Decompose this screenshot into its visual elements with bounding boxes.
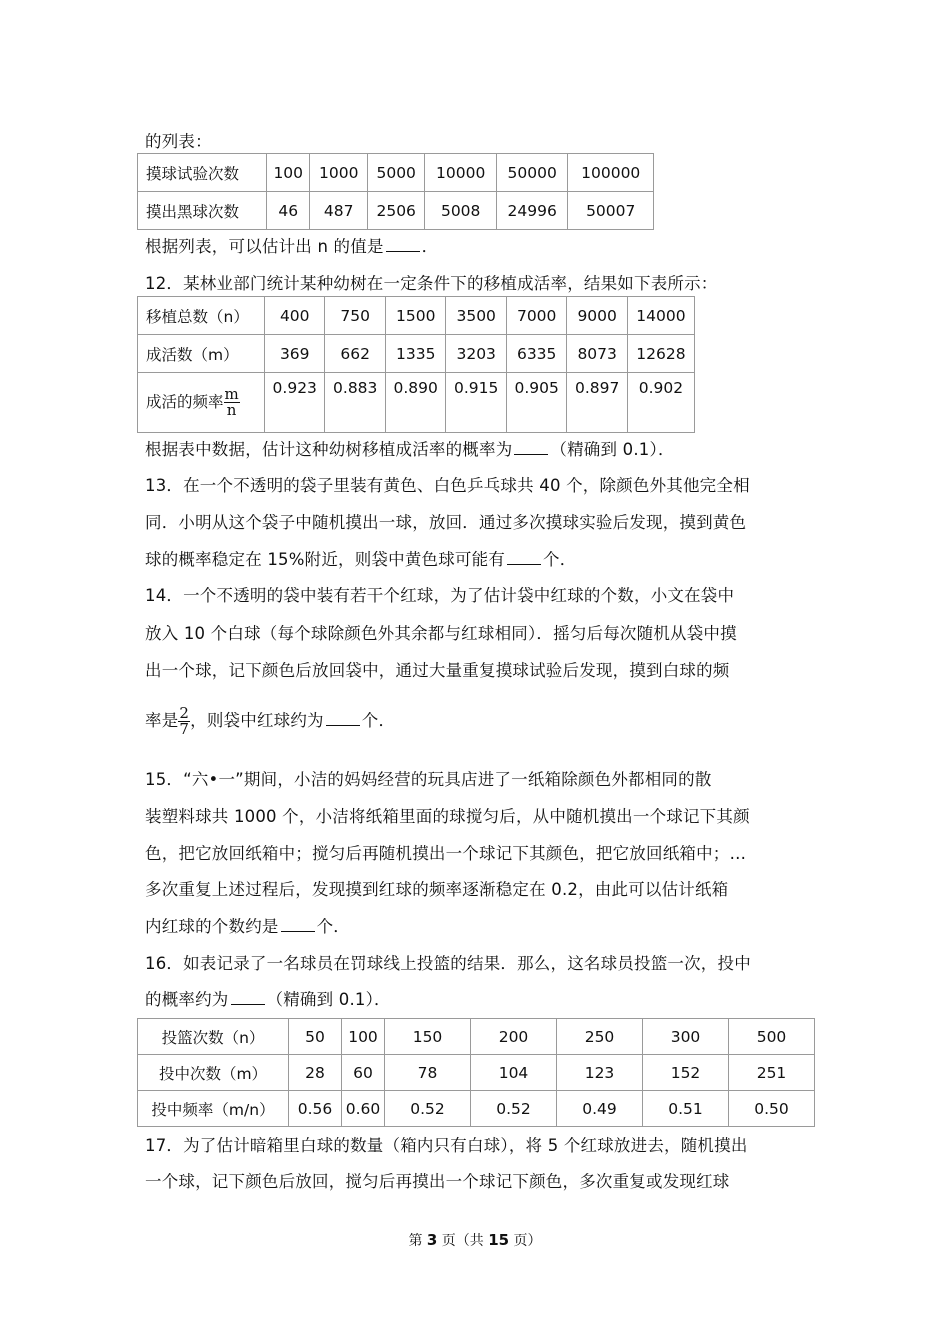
- fraction-two-sevenths: $\frac{2}{7}$: [179, 704, 190, 738]
- table-cell: 487: [310, 192, 367, 230]
- table-cell: 成活的频率 $\frac{m}{n}$: [138, 373, 265, 433]
- table-cell: 6335: [506, 335, 566, 373]
- table-tree-transplant: [137, 296, 695, 433]
- table-cell: 750: [325, 297, 385, 335]
- table-cell: 0.52: [385, 1091, 471, 1127]
- table-cell: 150: [385, 1019, 471, 1055]
- page-total: 15: [488, 1231, 510, 1249]
- q11-question-line: 根据列表，可以估计出 n 的值是 ．: [145, 237, 439, 256]
- table-cell: 123: [557, 1055, 643, 1091]
- answer-blank: [514, 440, 548, 455]
- q16-line-2: 的概率约为 （精确到 0.1）．: [145, 990, 391, 1009]
- table-cell: 46: [267, 192, 310, 230]
- table-cell: 0.52: [471, 1091, 557, 1127]
- table-cell: 0.890: [385, 373, 445, 433]
- page-footer: 第 3 页（共 15 页）: [408, 1231, 542, 1249]
- table-cell: 摸球试验次数: [138, 154, 267, 192]
- q14-line-1: 14．一个不透明的袋中装有若干个红球，为了估计袋中红球的个数，小文在袋中: [145, 586, 735, 605]
- table-cell: 250: [557, 1019, 643, 1055]
- q14-line-4: 率是 $\frac{2}{7}$ ，则袋中红球约为 个．: [145, 704, 396, 738]
- table-cell: 500: [729, 1019, 815, 1055]
- table-cell: 0.60: [342, 1091, 385, 1127]
- q15-line-4: 多次重复上述过程后，发现摸到红球的频率逐渐稳定在 0.2，由此可以估计纸箱: [145, 880, 729, 899]
- table-cell: 5000: [367, 154, 424, 192]
- table-cell: 104: [471, 1055, 557, 1091]
- table-cell: 50: [289, 1019, 342, 1055]
- table-cell: 100: [342, 1019, 385, 1055]
- table-cell: 9000: [567, 297, 627, 335]
- fraction-m-over-n: $\frac{m}{n}$: [224, 385, 239, 419]
- table-cell: 0.923: [265, 373, 325, 433]
- q14-line-3: 出一个球，记下颜色后放回袋中，通过大量重复摸球试验后发现，摸到白球的频: [145, 661, 730, 680]
- table-cell: 5008: [425, 192, 497, 230]
- table-cell: 投中次数（m）: [138, 1055, 289, 1091]
- table-row: [138, 373, 695, 433]
- table-cell: 0.883: [325, 373, 385, 433]
- table-row: [138, 192, 654, 230]
- table-row: [138, 1091, 815, 1127]
- table-cell: 8073: [567, 335, 627, 373]
- table-cell: 24996: [496, 192, 568, 230]
- table-cell: 60: [342, 1055, 385, 1091]
- table-free-throws: [137, 1018, 815, 1127]
- table-row: [138, 1055, 815, 1091]
- table-cell: 28: [289, 1055, 342, 1091]
- q13-line-1: 13．在一个不透明的袋子里装有黄色、白色乒乓球共 40 个，除颜色外其他完全相: [145, 476, 750, 495]
- q16-line-1: 16．如表记录了一名球员在罚球线上投篮的结果．那么，这名球员投篮一次，投中: [145, 954, 751, 973]
- table-cell: 400: [265, 297, 325, 335]
- answer-blank: [507, 550, 541, 565]
- table-cell: 1500: [385, 297, 445, 335]
- answer-blank: [326, 711, 360, 726]
- q14-line-2: 放入 10 个白球（每个球除颜色外其余都与红球相同）．摇匀后每次随机从袋中摸: [145, 624, 737, 643]
- table-cell: 2506: [367, 192, 424, 230]
- answer-blank: [386, 237, 420, 252]
- table-row: [138, 335, 695, 373]
- table-row: [138, 1019, 815, 1055]
- table-cell: 300: [643, 1019, 729, 1055]
- q15-line-5: 内红球的个数约是 个．: [145, 917, 351, 936]
- table-cell: 0.915: [446, 373, 506, 433]
- q12-question-line: 根据表中数据，估计这种幼树移植成活率的概率为 （精确到 0.1）．: [145, 440, 675, 459]
- table-cell: 0.897: [567, 373, 627, 433]
- table-cell: 投中频率（m/n）: [138, 1091, 289, 1127]
- q17-line-1: 17．为了估计暗箱里白球的数量（箱内只有白球），将 5 个红球放进去，随机摸出: [145, 1136, 748, 1155]
- q15-line-3: 色，把它放回纸箱中；搅匀后再随机摸出一个球记下其颜色，把它放回纸箱中；…: [145, 844, 747, 863]
- table-cell: 662: [325, 335, 385, 373]
- q13-line-3: 球的概率稳定在 15%附近，则袋中黄色球可能有 个．: [145, 550, 577, 569]
- table-cell: 12628: [627, 335, 694, 373]
- table-cell: 移植总数（n）: [138, 297, 265, 335]
- q17-line-2: 一个球，记下颜色后放回，搅匀后再摸出一个球记下颜色，多次重复或发现红球: [145, 1172, 730, 1191]
- table-cell: 摸出黑球次数: [138, 192, 267, 230]
- table-cell: 1335: [385, 335, 445, 373]
- answer-blank: [231, 990, 265, 1005]
- table-cell: 3500: [446, 297, 506, 335]
- table-cell: 100000: [568, 154, 654, 192]
- table-cell: 1000: [310, 154, 367, 192]
- table-cell: 200: [471, 1019, 557, 1055]
- table-row: [138, 154, 654, 192]
- table-cell: 0.49: [557, 1091, 643, 1127]
- table-cell: 投篮次数（n）: [138, 1019, 289, 1055]
- table-cell: 78: [385, 1055, 471, 1091]
- table-cell: 0.902: [627, 373, 694, 433]
- table-cell: 0.50: [729, 1091, 815, 1127]
- q12-text: 12．某林业部门统计某种幼树在一定条件下的移植成活率，结果如下表所示：: [145, 274, 718, 293]
- answer-blank: [281, 917, 315, 932]
- table-cell: 0.56: [289, 1091, 342, 1127]
- table-cell: 成活数（m）: [138, 335, 265, 373]
- table-cell: 0.905: [506, 373, 566, 433]
- table-cell: 50007: [568, 192, 654, 230]
- table-cell: 7000: [506, 297, 566, 335]
- table-ball-trials: [137, 153, 654, 230]
- table-cell: 152: [643, 1055, 729, 1091]
- table-cell: 0.51: [643, 1091, 729, 1127]
- page-number: 3: [426, 1231, 438, 1249]
- table-cell: 3203: [446, 335, 506, 373]
- table-row: [138, 297, 695, 335]
- q13-line-2: 同．小明从这个袋子中随机摸出一球，放回．通过多次摸球实验后发现，摸到黄色: [145, 513, 747, 532]
- table-cell: 251: [729, 1055, 815, 1091]
- q11-lead-text: 的列表：: [145, 132, 212, 151]
- table-cell: 369: [265, 335, 325, 373]
- q15-line-2: 装塑料球共 1000 个，小洁将纸箱里面的球搅匀后，从中随机摸出一个球记下其颜: [145, 807, 750, 826]
- table-cell: 14000: [627, 297, 694, 335]
- table-cell: 100: [267, 154, 310, 192]
- table-cell: 50000: [496, 154, 568, 192]
- table-cell: 10000: [425, 154, 497, 192]
- q15-line-1: 15．“六•一”期间，小洁的妈妈经营的玩具店进了一纸箱除颜色外都相同的散: [145, 770, 712, 789]
